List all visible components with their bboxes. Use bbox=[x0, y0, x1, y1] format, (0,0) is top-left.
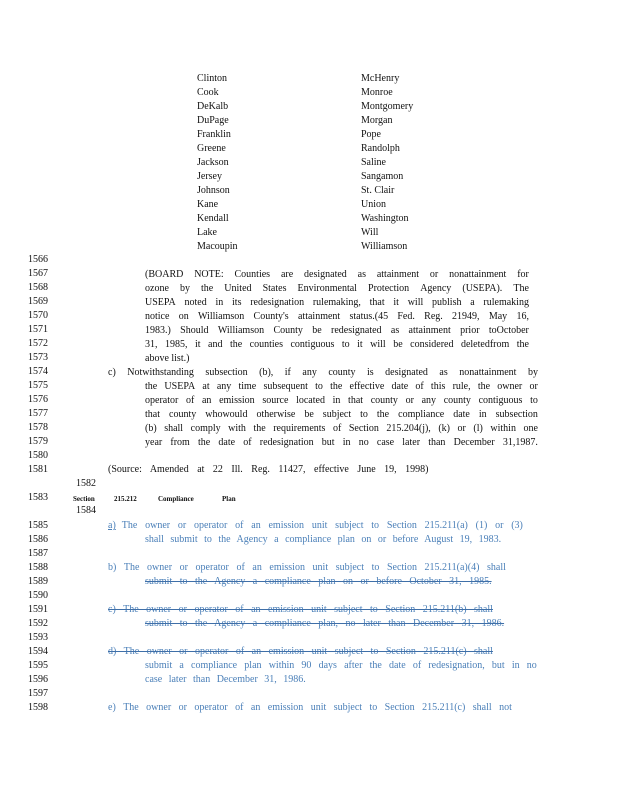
county-name: Johnson bbox=[197, 185, 230, 196]
line-number: 1575 bbox=[28, 380, 48, 391]
county-name: Kendall bbox=[197, 213, 229, 224]
line-number: 1566 bbox=[28, 254, 48, 265]
line-number: 1586 bbox=[28, 534, 48, 545]
line-number: 1597 bbox=[28, 688, 48, 699]
line-number: 1591 bbox=[28, 604, 48, 615]
line-number: 1594 bbox=[28, 646, 48, 657]
county-name: Montgomery bbox=[361, 101, 414, 112]
county-name: Cook bbox=[197, 87, 219, 98]
line-number: 1577 bbox=[28, 408, 48, 419]
line-number: 1572 bbox=[28, 338, 48, 349]
board-note-line: 31, 1985, it and the counties contiguous to it will be considered deletedfrom the bbox=[145, 339, 529, 350]
line-number: 1579 bbox=[28, 436, 48, 447]
board-note-line: notice on Williamson County's attainment status.(45 Fed. Reg. 21949, May 16, bbox=[145, 311, 529, 322]
para-d-line-1: d) The owner or operator of an emission unit subject to Section 215.211(c) shall bbox=[108, 646, 493, 657]
line-number: 1578 bbox=[28, 422, 48, 433]
line-number: 1593 bbox=[28, 632, 48, 643]
county-name: Lake bbox=[197, 227, 217, 238]
subsection-line: that county whowould otherwise be subject to the compliance date in subsection bbox=[145, 409, 538, 420]
section-heading-title: Plan bbox=[222, 495, 236, 503]
county-name: Williamson bbox=[361, 241, 408, 252]
county-name: Jersey bbox=[197, 171, 222, 182]
board-note-line: 1983.) Should Williamson County be redesignated as attainment prior toOctober bbox=[145, 325, 529, 336]
para-a-line-1 bbox=[108, 520, 523, 532]
para-a-line-2: shall submit to the Agency a compliance plan on or before August 19, 1983. bbox=[145, 534, 502, 545]
para-b-text: b) The owner or operator of an emission unit subject to Section 215.211(a)(4) shall bbox=[108, 562, 506, 573]
section-heading-number: 215.212 bbox=[114, 495, 137, 503]
subsection-line: the USEPA at any time subsequent to the effective date of this rule, the owner or bbox=[145, 381, 538, 392]
board-note bbox=[145, 268, 529, 366]
para-a-label: a) bbox=[108, 520, 116, 531]
county-name: Pope bbox=[361, 129, 381, 140]
line-number: 1585 bbox=[28, 520, 48, 531]
line-number: 1596 bbox=[28, 674, 48, 685]
county-name: Kane bbox=[197, 199, 219, 210]
para-d-text: submit a compliance plan within 90 days after the date of redesignation, but in no bbox=[145, 660, 537, 671]
para-b-line-2: submit to the Agency a compliance plan on or before October 31, 1985. bbox=[145, 576, 492, 587]
line-number: 1569 bbox=[28, 296, 48, 307]
line-number: 1567 bbox=[28, 268, 48, 279]
para-a-text: The owner or operator of an emission unit subject to Section 215.211(a) (1) or (3) bbox=[121, 520, 523, 531]
subsection-c bbox=[108, 366, 538, 450]
line-number: 1581 bbox=[28, 464, 48, 475]
line-number: 1595 bbox=[28, 660, 48, 671]
county-name: Washington bbox=[361, 213, 409, 224]
line-number: 1580 bbox=[28, 450, 48, 461]
section-heading-word: Section bbox=[73, 495, 95, 503]
county-name: Union bbox=[361, 199, 386, 210]
line-number: 1584 bbox=[76, 505, 96, 516]
county-list-left bbox=[197, 73, 238, 253]
county-name: Will bbox=[361, 227, 379, 238]
para-d-line-3: case later than December 31, 1986. bbox=[145, 674, 306, 685]
county-name: McHenry bbox=[361, 73, 400, 84]
line-number: 1589 bbox=[28, 576, 48, 587]
county-name: Clinton bbox=[197, 73, 228, 84]
para-d-line-2 bbox=[145, 660, 537, 672]
source-note: (Source: Amended at 22 Ill. Reg. 11427, effective June 19, 1998) bbox=[108, 464, 429, 475]
line-number: 1570 bbox=[28, 310, 48, 321]
para-c-line-2: submit to the Agency a compliance plan, no later than December 31, 1986. bbox=[145, 618, 505, 629]
para-e-text: e) The owner or operator of an emission unit subject to Section 215.211(c) shall not bbox=[108, 702, 512, 713]
line-number: 1590 bbox=[28, 590, 48, 601]
county-name: Franklin bbox=[197, 129, 231, 140]
line-number: 1587 bbox=[28, 548, 48, 559]
line-number: 1588 bbox=[28, 562, 48, 573]
board-note-line: (BOARD NOTE: Counties are designated as attainment or nonattainment for bbox=[145, 269, 529, 280]
county-name: Monroe bbox=[361, 87, 393, 98]
board-note-line: USEPA noted in its redesignation rulemaking, that it will publish a rulemaking bbox=[145, 297, 529, 308]
subsection-line: (b) shall comply with the requirements of Section 215.204(j), (k) or (l) within one bbox=[145, 423, 538, 434]
subsection-body bbox=[108, 380, 538, 450]
county-name: DeKalb bbox=[197, 101, 229, 112]
county-name: Jackson bbox=[197, 157, 229, 168]
para-e-line-1 bbox=[108, 702, 512, 714]
line-number: 1574 bbox=[28, 366, 48, 377]
line-number: 1582 bbox=[76, 478, 96, 489]
line-number: 1571 bbox=[28, 324, 48, 335]
subsection-line: c) Notwithstanding subsection (b), if any county is designated as nonattainment by bbox=[108, 367, 538, 378]
line-number: 1568 bbox=[28, 282, 48, 293]
subsection-line: operator of an emission source located in that county or any county contiguous to bbox=[145, 395, 538, 406]
para-b-line-1 bbox=[108, 562, 506, 574]
line-number: 1598 bbox=[28, 702, 48, 713]
county-name: St. Clair bbox=[361, 185, 395, 196]
line-number: 1592 bbox=[28, 618, 48, 629]
county-name: Sangamon bbox=[361, 171, 404, 182]
board-note-line: ozone by the United States Environmental Protection Agency (USEPA). The bbox=[145, 283, 529, 294]
board-note-line: above list.) bbox=[145, 353, 190, 364]
line-number: 1576 bbox=[28, 394, 48, 405]
line-number: 1583 bbox=[28, 492, 48, 503]
para-c-line-1: c) The owner or operator of an emission unit subject to Section 215.211(b) shall bbox=[108, 604, 493, 615]
subsection-line: year from the date of redesignation but in no case later than December 31,1987. bbox=[145, 437, 538, 448]
county-name: Greene bbox=[197, 143, 226, 154]
county-name: Randolph bbox=[361, 143, 400, 154]
county-name: Macoupin bbox=[197, 241, 238, 252]
county-list-right bbox=[361, 73, 413, 253]
county-name: Saline bbox=[361, 157, 386, 168]
section-heading-title: Compliance bbox=[158, 495, 194, 503]
line-number: 1573 bbox=[28, 352, 48, 363]
county-name: DuPage bbox=[197, 115, 229, 126]
county-name: Morgan bbox=[361, 115, 393, 126]
